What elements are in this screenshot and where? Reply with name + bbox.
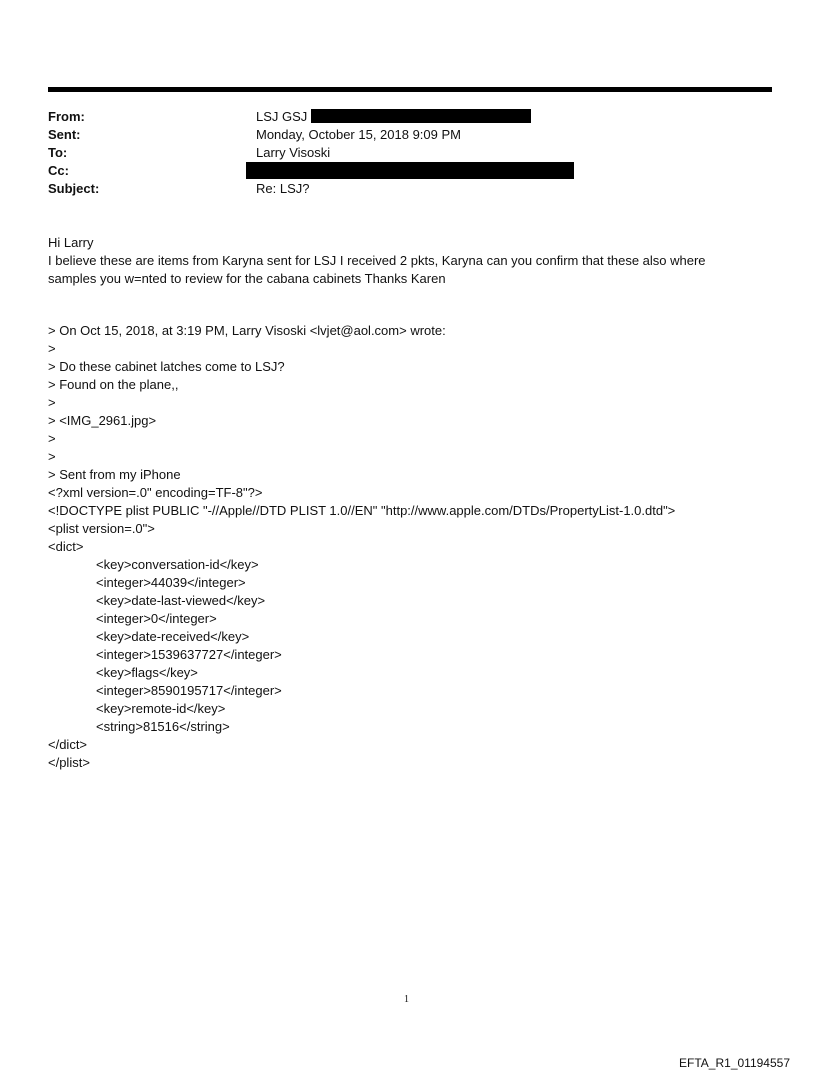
text-line: <?xml version=.0" encoding=TF-8"?> <box>48 485 263 500</box>
text-line: <key>date-last-viewed</key> <box>96 593 266 608</box>
text-line: > <box>48 341 56 356</box>
text-line: <plist version=.0"> <box>48 521 155 536</box>
text-line: <string>81516</string> <box>96 719 230 734</box>
message-greeting: Hi Larry <box>48 235 94 250</box>
message-line-1: I believe these are items from Karyna sent for LSJ I received 2 pkts, Karyna can you confirm that these also where <box>48 253 706 268</box>
text-line: <!DOCTYPE plist PUBLIC "-//Apple//DTD PLIST 1.0//EN" "http://www.apple.com/DTDs/PropertyList-1.0.dtd"> <box>48 503 676 518</box>
text-line: </dict> <box>48 737 88 752</box>
text-line: <dict> <box>48 539 84 554</box>
cc-redaction <box>246 162 574 179</box>
header-divider <box>48 87 772 92</box>
to-label: To: <box>48 145 68 160</box>
text-line: > On Oct 15, 2018, at 3:19 PM, Larry Visoski <lvjet@aol.com> wrote: <box>48 323 446 338</box>
text-line: <key>date-received</key> <box>96 629 250 644</box>
from-redaction <box>311 109 531 123</box>
bates-number: EFTA_R1_01194557 <box>679 1056 790 1070</box>
sent-value: Monday, October 15, 2018 9:09 PM <box>256 127 461 142</box>
from-value <box>256 108 531 126</box>
page-number: 1 <box>404 994 409 1005</box>
message-line-2: samples you w=nted to review for the cabana cabinets Thanks Karen <box>48 271 446 286</box>
text-line: <integer>1539637727</integer> <box>96 647 282 662</box>
text-line: > <box>48 431 56 446</box>
text-line: <key>conversation-id</key> <box>96 557 259 572</box>
text-line: </plist> <box>48 755 90 770</box>
text-line: > Sent from my iPhone <box>48 467 181 482</box>
text-line: > <box>48 449 56 464</box>
from-label: From: <box>48 109 85 124</box>
quoted-and-plist-block <box>48 322 675 772</box>
subject-value: Re: LSJ? <box>256 181 310 196</box>
text-line: > <box>48 395 56 410</box>
text-line: <key>flags</key> <box>96 665 198 680</box>
sent-label: Sent: <box>48 127 81 142</box>
text-line: > <IMG_2961.jpg> <box>48 413 157 428</box>
text-line: > Do these cabinet latches come to LSJ? <box>48 359 285 374</box>
cc-label: Cc: <box>48 163 69 178</box>
text-line: <integer>0</integer> <box>96 611 217 626</box>
text-line: > Found on the plane,, <box>48 377 179 392</box>
to-value: Larry Visoski <box>256 145 331 160</box>
text-line: <key>remote-id</key> <box>96 701 226 716</box>
text-line: <integer>44039</integer> <box>96 575 246 590</box>
from-name: LSJ GSJ <box>256 109 308 124</box>
text-line: <integer>8590195717</integer> <box>96 683 282 698</box>
subject-label: Subject: <box>48 181 100 196</box>
